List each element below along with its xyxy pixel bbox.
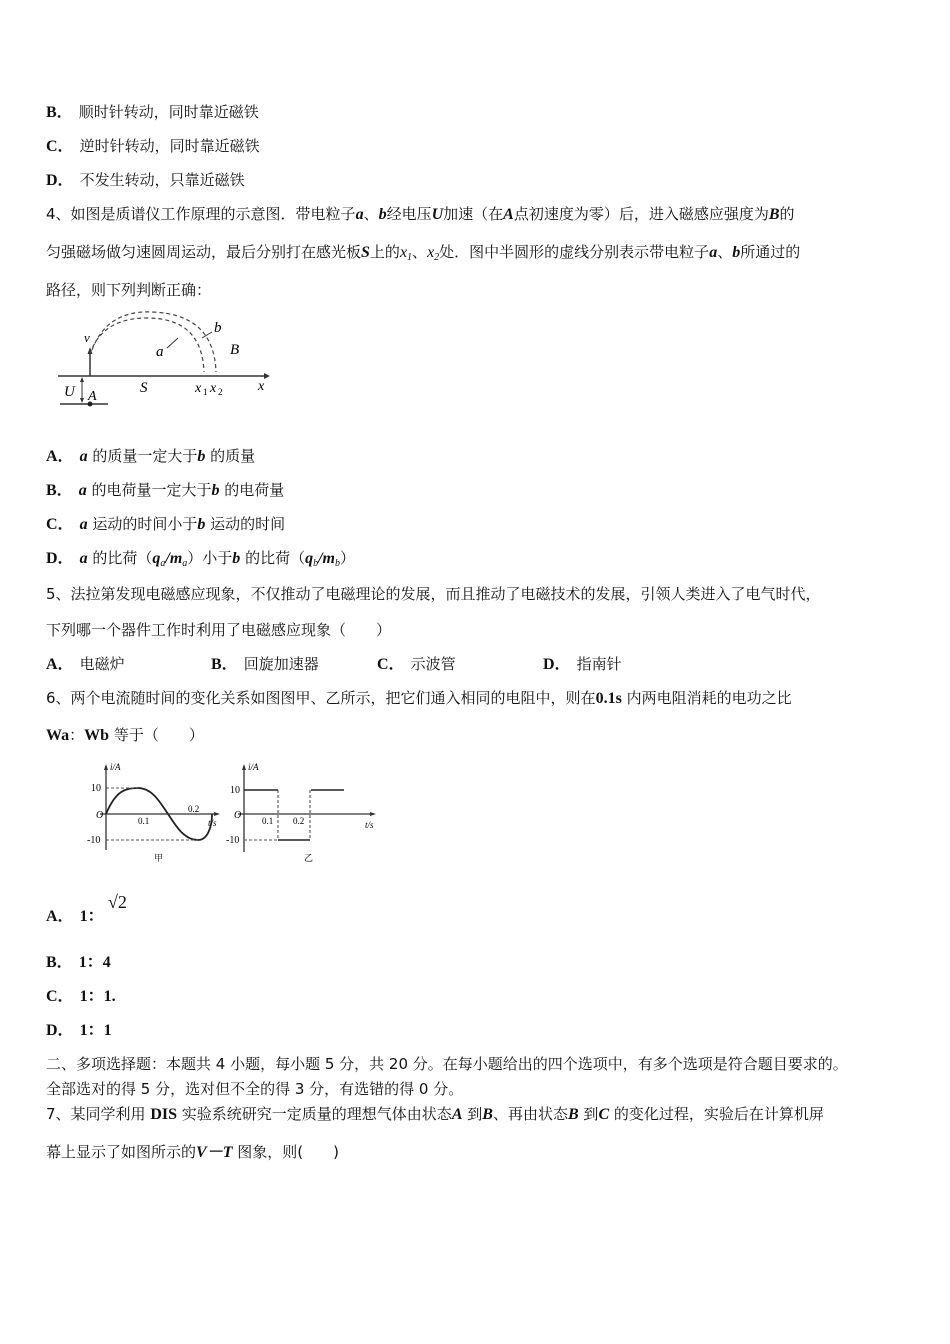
var-b: b xyxy=(197,516,206,533)
stem-text: 图象，则( ) xyxy=(237,1143,339,1161)
stem-text: 、再由状态 xyxy=(492,1105,568,1123)
var-x2: x xyxy=(427,244,435,261)
option-text: 1：4 xyxy=(78,954,111,971)
q6-stem-line1 xyxy=(46,688,792,709)
subscript: b xyxy=(334,558,340,569)
option-label: C． xyxy=(377,656,405,673)
var-x1: x xyxy=(399,244,408,261)
q6-option-d xyxy=(46,1020,112,1041)
y-tick-10: 10 xyxy=(230,785,240,796)
q4-stem-line3: 路径，则下列判断正确： xyxy=(46,281,212,299)
option-label: C． xyxy=(46,516,74,533)
q5-stem-line1: 5、法拉第发现电磁感应现象，不仅推动了电磁理论的发展，而且推动了电磁技术的发展，引领人类进入了电气时代， xyxy=(46,585,821,603)
current-graphs-figure xyxy=(48,760,403,870)
stem-text: 内两电阻消耗的电功之比 xyxy=(626,689,792,707)
dis-term: DIS xyxy=(150,1106,178,1123)
option-text: 电磁炉 xyxy=(79,655,125,673)
option-label: C． xyxy=(46,138,74,155)
label-x2: x xyxy=(210,381,217,396)
option-label: B． xyxy=(46,482,73,499)
origin-label: O xyxy=(96,810,104,821)
caption-jia: 甲 xyxy=(154,853,164,863)
x-tick-0.1: 0.1 xyxy=(262,816,274,826)
option-label: A． xyxy=(46,448,74,465)
q4-stem-line1 xyxy=(46,204,795,225)
var-S: S xyxy=(361,244,370,261)
q4-option-c xyxy=(46,514,285,535)
q6-stem-line2 xyxy=(46,725,204,746)
label-a: a xyxy=(156,344,164,360)
label-x2-sub: 2 xyxy=(218,387,223,397)
stem-text: 处．图中半圆形的虚线分别表示带电粒子 xyxy=(439,243,710,261)
var-b: b xyxy=(232,550,241,567)
question-number: 4、 xyxy=(46,205,71,223)
stem-text: 的变化过程，实验后在计算机屏 xyxy=(613,1105,824,1123)
label-b: b xyxy=(214,320,222,336)
y-tick-neg10: -10 xyxy=(87,835,101,846)
stem-text: 匀强磁场做匀速圆周运动，最后分别打在感光板 xyxy=(46,243,362,261)
option-label: D． xyxy=(46,550,74,567)
stem-text: 实验系统研究一定质量的理想气体由状态 xyxy=(181,1105,452,1123)
origin-label: O xyxy=(234,810,242,821)
var-a: a xyxy=(79,516,88,533)
var-a: a xyxy=(79,550,88,567)
section2-heading-line1: 二、多项选择题：本题共 4 小题，每小题 5 分，共 20 分。在每小题给出的四个选项中，有多个选项是符合题目要求的。 xyxy=(46,1055,848,1073)
var-A: A xyxy=(451,1106,463,1123)
y-axis-label: i/A xyxy=(110,762,121,772)
q5-option-c xyxy=(377,654,456,675)
stem-text: 7、某同学利用 xyxy=(46,1105,146,1123)
var-a: a xyxy=(79,448,88,465)
option-text: 1：1. xyxy=(79,988,116,1005)
var-B: B xyxy=(768,206,780,223)
var-Wb: Wb xyxy=(84,727,110,744)
x-axis-label: t/s xyxy=(365,820,374,830)
var-m: m xyxy=(169,550,183,567)
q5-option-d xyxy=(543,654,622,675)
option-text: 回旋加速器 xyxy=(243,655,319,673)
x-axis-label: t/s xyxy=(208,818,217,828)
mass-spectrometer-figure xyxy=(52,310,272,415)
option-text: 顺时针转动，同时靠近磁铁 xyxy=(78,103,259,121)
var-b: b xyxy=(211,482,220,499)
subscript: 1 xyxy=(407,252,413,263)
label-A: A xyxy=(88,389,97,404)
stem-text: 的 xyxy=(779,205,795,223)
var-Wa: Wa xyxy=(46,727,70,744)
option-text: 的比荷（ xyxy=(245,549,306,567)
var-VT: V－T xyxy=(196,1144,233,1161)
stem-text: 、 xyxy=(363,205,379,223)
y-axis-label: i/A xyxy=(248,762,259,772)
stem-text: 经电压 xyxy=(386,205,432,223)
q5-option-a xyxy=(46,654,125,675)
var-U: U xyxy=(431,206,444,223)
q6-option-a xyxy=(46,892,127,927)
x-tick-0.2: 0.2 xyxy=(188,804,200,814)
var-a: a xyxy=(78,482,87,499)
option-text: 不发生转动，只靠近磁铁 xyxy=(79,171,245,189)
var-q: q xyxy=(305,550,314,567)
option-label: B． xyxy=(46,954,73,971)
var-B: B xyxy=(567,1106,579,1123)
slash: / xyxy=(318,550,323,567)
q3-option-d xyxy=(46,170,245,191)
label-v: v xyxy=(84,330,90,345)
q4-option-a xyxy=(46,446,255,467)
subscript: b xyxy=(313,558,319,569)
colon: ： xyxy=(69,726,85,744)
label-S: S xyxy=(140,380,148,396)
var-m: m xyxy=(322,550,335,567)
option-text: 逆时针转动，同时靠近磁铁 xyxy=(79,137,260,155)
q6-option-c xyxy=(46,986,116,1007)
option-text: 的比荷（ xyxy=(92,549,153,567)
caption-yi: 乙 xyxy=(304,853,314,863)
stem-text: 等于（ ） xyxy=(113,726,204,744)
q7-stem-line2 xyxy=(46,1142,339,1163)
stem-text: 到 xyxy=(583,1105,599,1123)
option-text: 的质量 xyxy=(210,447,256,465)
option-text: 的电荷量一定大于 xyxy=(91,481,212,499)
var-B: B xyxy=(482,1106,493,1123)
stem-text: 6、两个电流随时间的变化关系如图图甲、乙所示，把它们通入相同的电阻中，则在 xyxy=(46,689,596,707)
var-a: a xyxy=(709,244,718,261)
option-text: 1：1 xyxy=(79,1022,112,1039)
stem-text: 如图是质谱仪工作原理的示意图．带电粒子 xyxy=(70,205,356,223)
q5-option-b xyxy=(211,654,319,675)
stem-text: 到 xyxy=(467,1105,483,1123)
var-q: q xyxy=(152,550,161,567)
option-text: 1： xyxy=(79,908,104,925)
subscript: a xyxy=(182,558,188,569)
q5-stem-line2: 下列哪一个器件工作时利用了电磁感应现象（ ） xyxy=(46,621,392,639)
var-b: b xyxy=(732,244,741,261)
q6-option-b xyxy=(46,952,111,973)
option-text: 运动的时间小于 xyxy=(92,515,198,533)
option-label: C． xyxy=(46,988,74,1005)
graph-yi xyxy=(226,762,376,863)
var-b: b xyxy=(378,206,387,223)
option-text: ）小于 xyxy=(187,549,233,567)
x-tick-0.1: 0.1 xyxy=(138,816,150,826)
y-tick-neg10: -10 xyxy=(226,835,240,846)
sqrt2-value: √2 xyxy=(108,892,127,912)
option-text: ） xyxy=(339,549,355,567)
q4-option-b xyxy=(46,480,284,501)
option-label: B． xyxy=(46,104,73,121)
option-label: D． xyxy=(46,172,74,189)
section2-heading-line2: 全部选对的得 5 分，选对但不全的得 3 分，有选错的得 0 分。 xyxy=(46,1080,464,1098)
var-A: A xyxy=(503,206,514,223)
stem-text: 幕上显示了如图所示的 xyxy=(46,1143,197,1161)
option-label: A． xyxy=(46,656,74,673)
x-tick-0.2: 0.2 xyxy=(293,816,305,826)
label-x1: x xyxy=(195,381,202,396)
option-text: 示波管 xyxy=(410,655,456,673)
stem-text: 、 xyxy=(717,243,733,261)
stem-text: 、 xyxy=(412,243,428,261)
q3-option-c xyxy=(46,136,260,157)
slash: / xyxy=(165,550,170,567)
option-text: 运动的时间 xyxy=(210,515,286,533)
stem-text: 所通过的 xyxy=(740,243,801,261)
graph-jia xyxy=(87,762,220,863)
option-label: A． xyxy=(46,908,74,925)
label-x-axis: x xyxy=(258,379,265,394)
stem-text: 加速（在 xyxy=(443,205,504,223)
time-value: 0.1s xyxy=(595,690,622,707)
var-C: C xyxy=(598,1106,610,1123)
label-U: U xyxy=(64,384,75,400)
subscript: a xyxy=(160,558,166,569)
option-label: D． xyxy=(46,1022,74,1039)
var-a: a xyxy=(355,206,364,223)
stem-text: 上的 xyxy=(369,243,400,261)
q4-option-d xyxy=(46,548,355,574)
q4-stem-line2 xyxy=(46,242,800,268)
y-tick-10: 10 xyxy=(91,783,101,794)
option-text: 指南针 xyxy=(576,655,622,673)
label-B: B xyxy=(230,342,240,358)
label-x1-sub: 1 xyxy=(203,387,208,397)
option-text: 的电荷量 xyxy=(224,481,285,499)
option-label: B． xyxy=(211,656,238,673)
q3-option-b xyxy=(46,102,259,123)
q7-stem-line1 xyxy=(46,1104,824,1125)
stem-text: 点初速度为零）后，进入磁感应强度为 xyxy=(513,205,769,223)
option-text: 的质量一定大于 xyxy=(92,447,198,465)
subscript: 2 xyxy=(434,252,440,263)
option-label: D． xyxy=(543,656,571,673)
var-b: b xyxy=(197,448,206,465)
